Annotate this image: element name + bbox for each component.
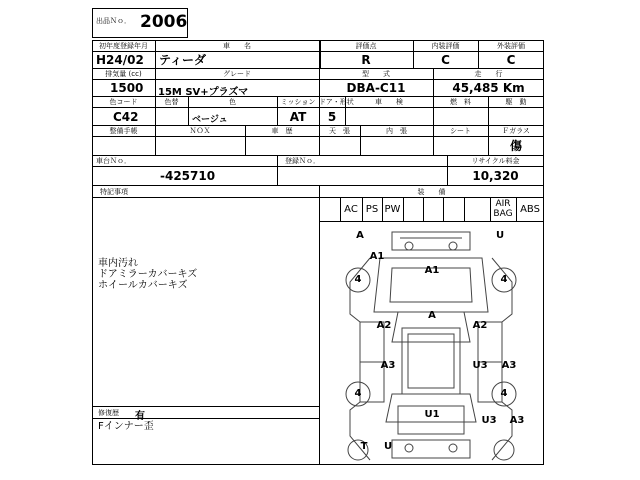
- mark-hood: A1: [424, 265, 440, 276]
- color-change-label: 色替: [164, 98, 179, 106]
- color-code-label: 色コード: [109, 98, 138, 106]
- mileage-label: 走 行: [474, 70, 503, 78]
- mark-spare-left: T: [360, 441, 368, 452]
- mark-rear-right-corner: A3: [509, 415, 525, 426]
- vehicle-inspection-label: 車 検: [375, 98, 403, 106]
- maintenance-book-label: 整備手帳: [109, 127, 138, 135]
- recycle-fee-value: 10,320: [472, 169, 519, 183]
- mark-rear-quarter-right: A3: [501, 360, 517, 371]
- reg-date-value: H24/02: [96, 53, 144, 67]
- score-label: 評価点: [355, 42, 377, 50]
- mark-door-left: A2: [376, 320, 392, 331]
- mark-rear-door-left: A3: [380, 360, 396, 371]
- mission-value: AT: [289, 110, 307, 124]
- car-damage-diagram: [320, 222, 544, 465]
- mark-roof: A: [428, 310, 436, 321]
- interior-score-label: 内装評価: [431, 42, 460, 50]
- interior-trim-label: 内 張: [386, 127, 407, 135]
- car-name-value: ティーダ: [159, 53, 207, 67]
- repair-detail: Fインナー歪: [98, 421, 154, 432]
- windshield-label: Ｆガラス: [502, 127, 530, 135]
- note-line-2: ドアミラーカバーキズ: [98, 269, 198, 280]
- doors-label: ドア・形状: [319, 98, 354, 106]
- displacement-value: 1500: [110, 81, 144, 95]
- exterior-score-label: 外装評価: [497, 42, 525, 50]
- equipment-ps: PS: [365, 204, 379, 215]
- exterior-score-value: C: [506, 53, 516, 67]
- seat-label: シート: [450, 127, 471, 135]
- grade-value: 15M SV+プラズマ: [158, 87, 249, 98]
- mileage-value: 45,485 Km: [452, 81, 525, 95]
- doors-value: 5: [327, 110, 337, 124]
- car-name-label: 車 名: [223, 42, 251, 50]
- drive-label: 駆 動: [505, 98, 527, 106]
- color-value: ベージュ: [192, 115, 228, 125]
- mark-front-fender: A1: [369, 251, 385, 262]
- score-value: R: [361, 53, 371, 67]
- repair-history-label: 修復歴: [98, 409, 119, 417]
- interior-score-value: C: [441, 53, 450, 67]
- mark-front-left: A: [356, 230, 364, 241]
- mark-rear-door-right: U3: [472, 360, 488, 371]
- listing-number: 2006: [140, 12, 188, 32]
- mark-wheel-rr: 4: [500, 388, 508, 399]
- reg-date-label: 初年度登録年月: [99, 42, 148, 50]
- mark-front-right: U: [495, 230, 505, 241]
- equipment-abs: ABS: [520, 204, 540, 215]
- equipment-ac: AC: [344, 204, 358, 215]
- equipment-label: 装 備: [417, 188, 446, 196]
- grade-label: グレード: [223, 70, 251, 78]
- model-code-value: DBA-C11: [346, 81, 406, 95]
- fuel-label: 燃 料: [450, 98, 471, 106]
- mission-label: ミッション: [280, 98, 316, 106]
- note-line-1: 車内汚れ: [98, 258, 138, 269]
- displacement-label: 排気量 (cc): [105, 70, 142, 78]
- listing-number-label: 出品Ｎｏ．: [96, 17, 131, 25]
- mark-rear-bumper: U: [383, 441, 393, 452]
- special-notes-label: 特記事項: [100, 188, 128, 196]
- color-code-value: C42: [113, 110, 139, 124]
- headliner-label: 天 張: [329, 127, 350, 135]
- note-line-3: ホイールカバーキズ: [98, 280, 188, 291]
- chassis-number-value: -425710: [160, 169, 216, 183]
- mark-rear-right: U3: [481, 415, 497, 426]
- registration-number-label: 登録Ｎｏ．: [285, 157, 320, 165]
- mark-wheel-rl: 4: [354, 388, 362, 399]
- mark-trunk: U1: [424, 409, 440, 420]
- mark-door-right: A2: [472, 320, 488, 331]
- mark-wheel-fr: 4: [500, 274, 508, 285]
- repair-history-value: 有: [135, 411, 145, 422]
- mark-wheel-fl: 4: [354, 274, 362, 285]
- color-label: 色: [229, 98, 236, 106]
- chassis-number-label: 車台Ｎｏ．: [96, 157, 131, 165]
- model-code-label: 型 式: [362, 70, 390, 78]
- nox-label: ＮＯＸ: [189, 127, 211, 135]
- equipment-pw: PW: [384, 204, 401, 215]
- recycle-fee-label: リサイクル料金: [471, 157, 520, 165]
- equipment-airbag: AIR BAG: [493, 199, 513, 219]
- vehicle-history-label: 車 歴: [271, 127, 293, 135]
- windshield-value: 傷: [509, 139, 522, 153]
